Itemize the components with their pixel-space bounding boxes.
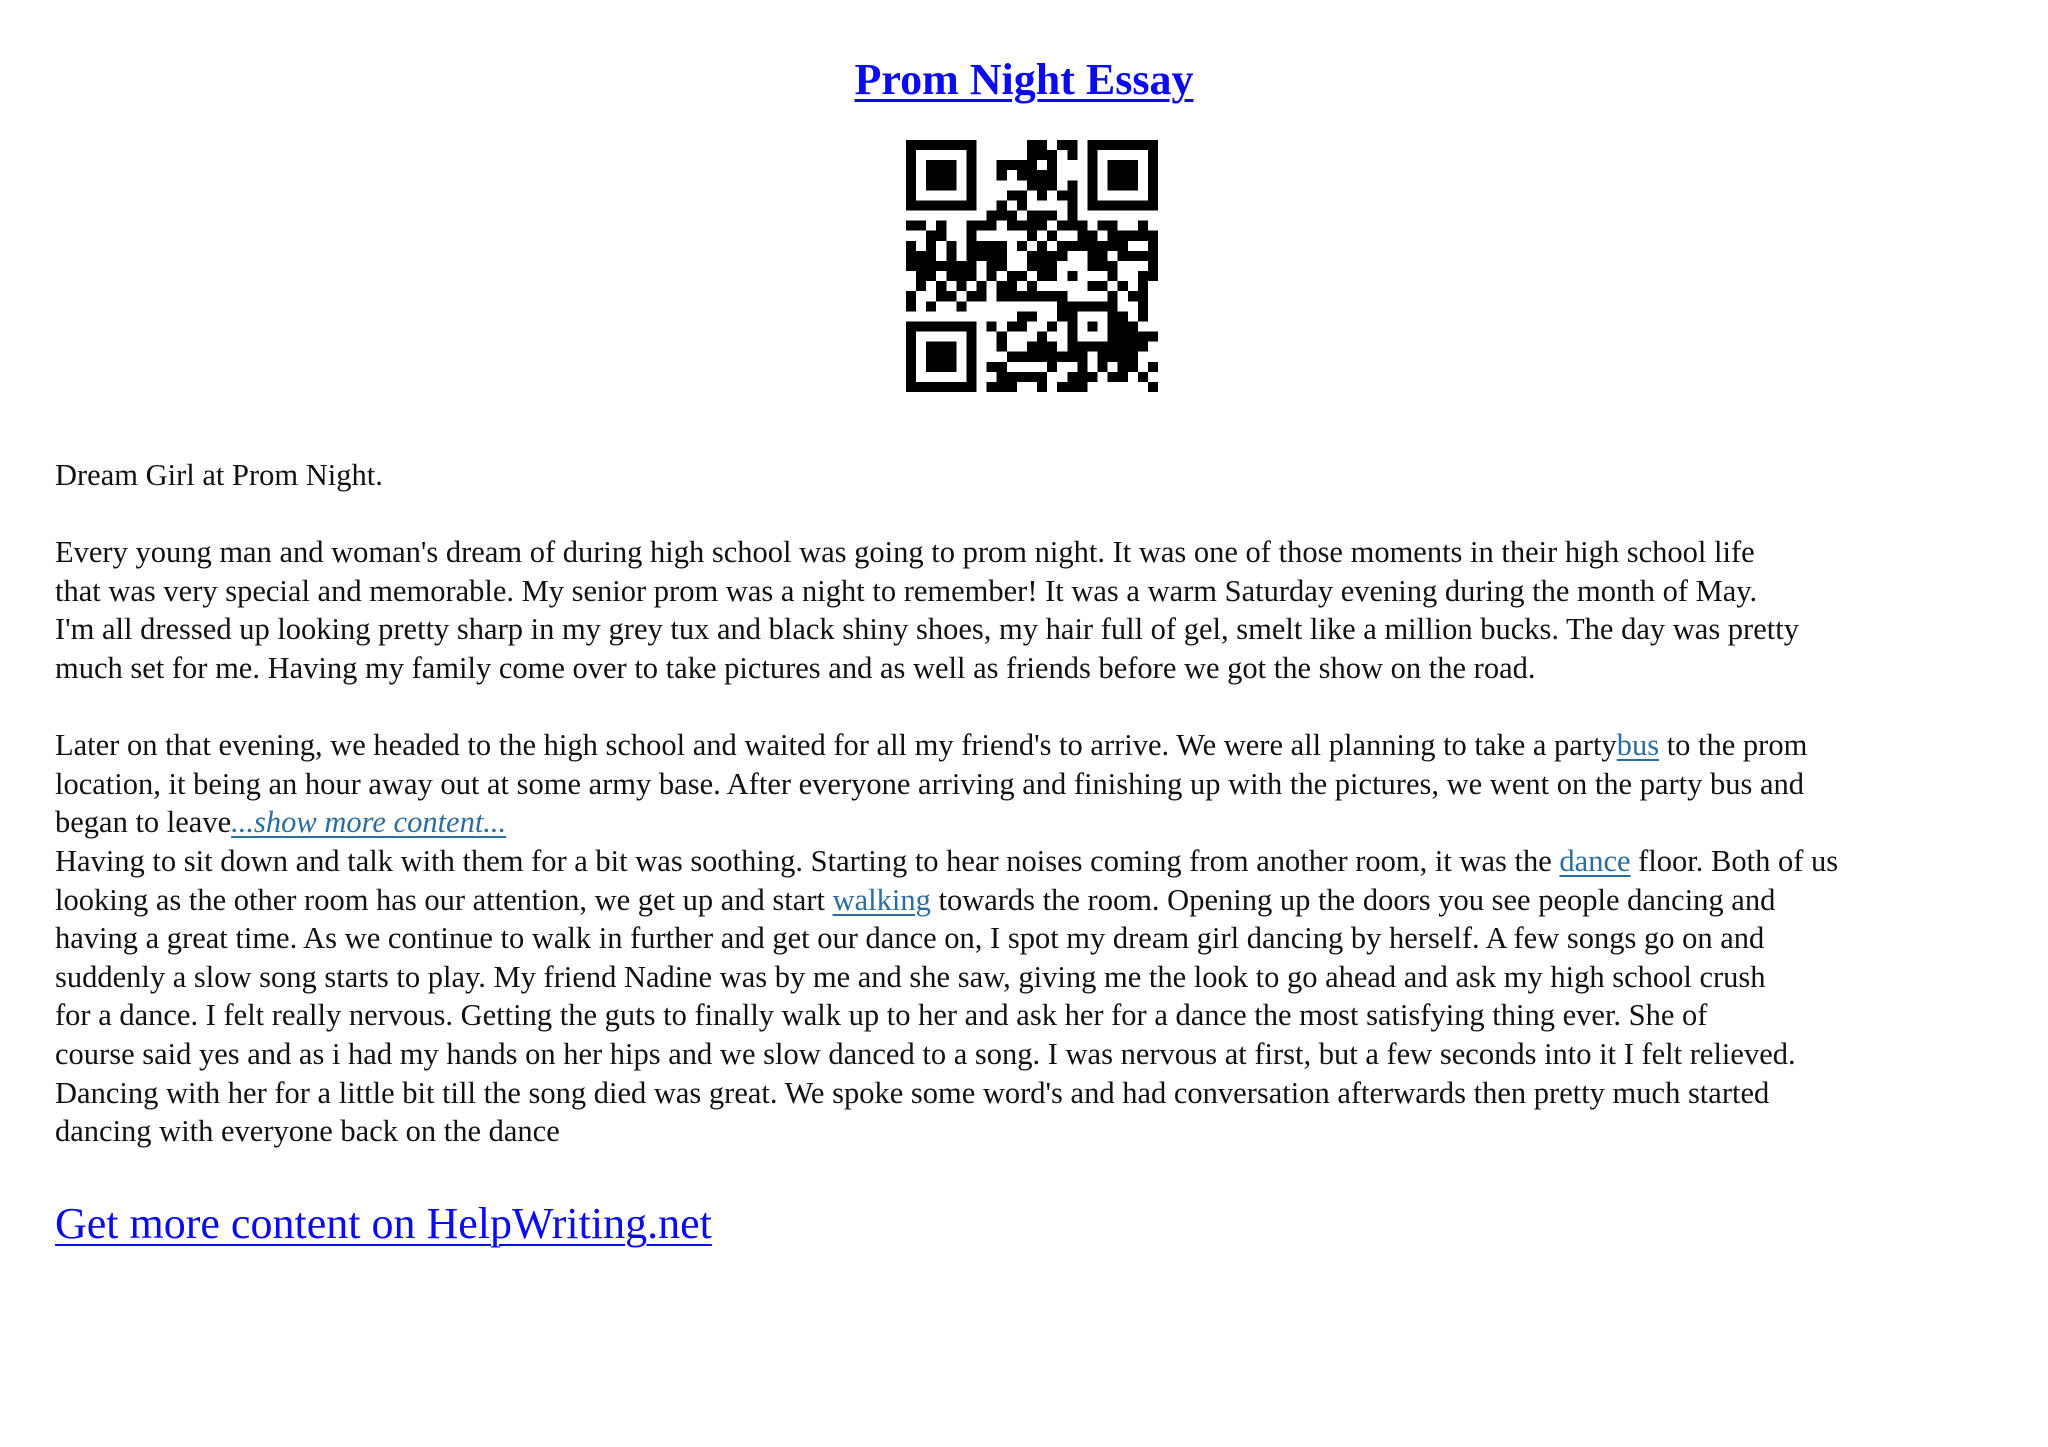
- paragraph3-line2: [55, 881, 2015, 920]
- paragraph1-line4: much set for me. Having my family come over to take pictures and as well as friends before we got the show on the road.: [55, 650, 1536, 685]
- document-title-link[interactable]: Prom Night Essay: [854, 55, 1194, 104]
- paragraph1-line3: I'm all dressed up looking pretty sharp in my grey tux and black shiny shoes, my hair full of gel, smelt like a million bucks. The day was pretty: [55, 612, 1799, 647]
- paragraph2-line3: [55, 803, 2015, 842]
- walking-link[interactable]: walking: [832, 882, 931, 917]
- paragraph3-line6: course said yes and as i had my hands on her hips and we slow danced to a song. I was nervous at first, but a few seconds into it I felt relieved.: [55, 1036, 1796, 1071]
- essay-body: [55, 456, 2015, 1151]
- paragraph3-line2-after: towards the room. Opening up the doors you see people dancing and: [930, 882, 1776, 917]
- paragraph3-line2-text: looking as the other room has our attention, we get up and start: [55, 882, 833, 917]
- paragraph2-line1-text: Later on that evening, we headed to the high school and waited for all my friend's to arrive. We were all planning to take a party: [55, 728, 1617, 763]
- paragraph3-line1: [55, 842, 2015, 881]
- paragraph2-line3-text: began to leave: [55, 805, 232, 840]
- document-title-container: [0, 50, 2048, 110]
- paragraph3-line4: suddenly a slow song starts to play. My friend Nadine was by me and she saw, giving me the look to go ahead and ask my high school crush: [55, 959, 1766, 994]
- essay-heading-line: Dream Girl at Prom Night.: [55, 458, 383, 492]
- paragraph2-line2: location, it being an hour away out at some army base. After everyone arriving and finishing up with the pictures, we went on the party bus and: [55, 766, 1805, 801]
- paragraph2-line1: [55, 726, 2015, 765]
- paragraph1-line2: that was very special and memorable. My senior prom was a night to remember! It was a warm Saturday evening during the month of May.: [55, 573, 1758, 608]
- dance-link[interactable]: dance: [1559, 843, 1631, 878]
- helpwriting-link[interactable]: Get more content on HelpWriting.net: [55, 1199, 712, 1248]
- paragraph3-line5: for a dance. I felt really nervous. Getting the guts to finally walk up to her and ask her for a dance the most satisfying thing ever. She of: [55, 998, 1708, 1033]
- show-more-content-link[interactable]: ...show more content...: [231, 805, 507, 840]
- bus-link[interactable]: bus: [1616, 728, 1660, 763]
- paragraph1-line1: Every young man and woman's dream of during high school was going to prom night. It was one of those moments in their high school life: [55, 535, 1755, 570]
- paragraph3-line1-text: Having to sit down and talk with them for a bit was soothing. Starting to hear noises coming from another room, it was the: [55, 843, 1560, 878]
- paragraph3-line8: dancing with everyone back on the dance: [55, 1114, 560, 1149]
- paragraph3-line3: having a great time. As we continue to walk in further and get our dance on, I spot my dream girl dancing by herself. A few songs go on and: [55, 921, 1765, 956]
- paragraph2-line1-after: to the prom: [1659, 728, 1808, 763]
- qr-code-image: [906, 140, 1158, 392]
- paragraph3-line1-after: floor. Both of us: [1630, 843, 1839, 878]
- paragraph3-line7: Dancing with her for a little bit till the song died was great. We spoke some word's and had conversation afterwards then pretty much started: [55, 1075, 1770, 1110]
